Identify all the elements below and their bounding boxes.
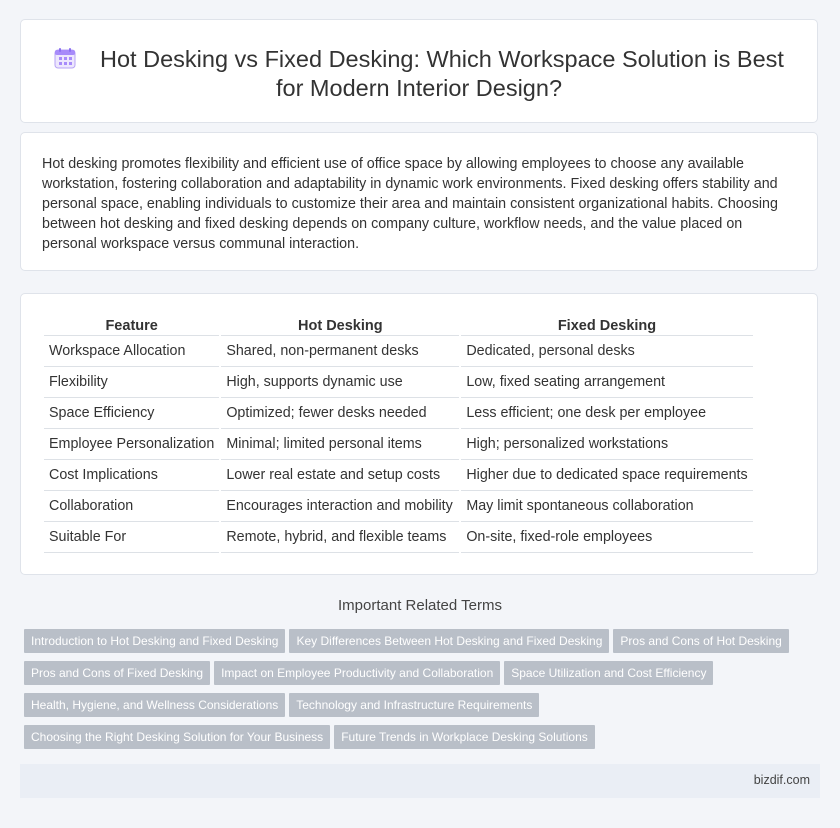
table-row (44, 429, 753, 460)
footer-site-link[interactable]: bizdif.com (753, 773, 810, 787)
related-tags-row (24, 693, 543, 717)
hot-desking-cell: Remote, hybrid, and flexible teams (221, 522, 459, 553)
table-row (44, 336, 753, 367)
fixed-desking-cell: Higher due to dedicated space requirements (461, 460, 752, 491)
comparison-card (20, 293, 818, 575)
fixed-desking-cell: High; personalized workstations (461, 429, 752, 460)
fixed-desking-cell: Dedicated, personal desks (461, 336, 752, 367)
feature-cell: Suitable For (44, 522, 219, 553)
feature-cell: Employee Personalization (44, 429, 219, 460)
feature-cell: Workspace Allocation (44, 336, 219, 367)
related-tag[interactable]: Space Utilization and Cost Efficiency (504, 661, 713, 685)
title-card (20, 19, 818, 123)
fixed-desking-cell: May limit spontaneous collaboration (461, 491, 752, 522)
fixed-desking-cell: On-site, fixed-role employees (461, 522, 752, 553)
related-tag[interactable]: Pros and Cons of Fixed Desking (24, 661, 210, 685)
table-row (44, 460, 753, 491)
table-row (44, 367, 753, 398)
related-tags-row (24, 661, 717, 685)
summary-card (20, 132, 818, 271)
hot-desking-cell: Shared, non-permanent desks (221, 336, 459, 367)
summary-text: Hot desking promotes flexibility and efficient use of office space by allowing employees to choose any available workstation, fostering collaboration and adaptability in dynamic work environments. Fixed desking offers stability and personal space, enabling individuals to customize their area and maintain consistent organizational habits. Choosing between hot desking and fixed desking depends on company culture, workflow needs, and the value placed on personal workspace versus communal interaction. (42, 156, 778, 252)
header-feature: Feature (44, 315, 219, 336)
footer (20, 764, 820, 798)
title-line-2: for Modern Interior Design? (275, 75, 563, 101)
related-tags-row (24, 629, 793, 653)
fixed-desking-cell: Low, fixed seating arrangement (461, 367, 752, 398)
related-tags-row (24, 725, 599, 749)
hot-desking-cell: High, supports dynamic use (221, 367, 459, 398)
related-tag[interactable]: Introduction to Hot Desking and Fixed Desking (24, 629, 285, 653)
related-tag[interactable]: Key Differences Between Hot Desking and Fixed Desking (289, 629, 609, 653)
header-fixed-desking: Fixed Desking (461, 315, 752, 336)
hot-desking-cell: Optimized; fewer desks needed (221, 398, 459, 429)
related-tag[interactable]: Technology and Infrastructure Requirements (289, 693, 539, 717)
page-title (21, 45, 817, 103)
feature-cell: Space Efficiency (44, 398, 219, 429)
table-header-row (44, 315, 753, 336)
hot-desking-cell: Minimal; limited personal items (221, 429, 459, 460)
title-line-1: Hot Desking vs Fixed Desking: Which Workspace Solution is Best (100, 46, 784, 72)
table-row (44, 522, 753, 553)
feature-cell: Cost Implications (44, 460, 219, 491)
related-tag[interactable]: Pros and Cons of Hot Desking (613, 629, 788, 653)
hot-desking-cell: Encourages interaction and mobility (221, 491, 459, 522)
feature-cell: Collaboration (44, 491, 219, 522)
table-row (44, 491, 753, 522)
calendar-icon (54, 47, 76, 69)
related-tag[interactable]: Impact on Employee Productivity and Collaboration (214, 661, 500, 685)
fixed-desking-cell: Less efficient; one desk per employee (461, 398, 752, 429)
feature-cell: Flexibility (44, 367, 219, 398)
related-tag[interactable]: Choosing the Right Desking Solution for Your Business (24, 725, 330, 749)
header-hot-desking: Hot Desking (221, 315, 459, 336)
related-tag[interactable]: Future Trends in Workplace Desking Solutions (334, 725, 595, 749)
comparison-table (42, 315, 755, 553)
hot-desking-cell: Lower real estate and setup costs (221, 460, 459, 491)
table-row (44, 398, 753, 429)
related-terms-heading: Important Related Terms (338, 597, 502, 614)
related-tag[interactable]: Health, Hygiene, and Wellness Considerations (24, 693, 285, 717)
